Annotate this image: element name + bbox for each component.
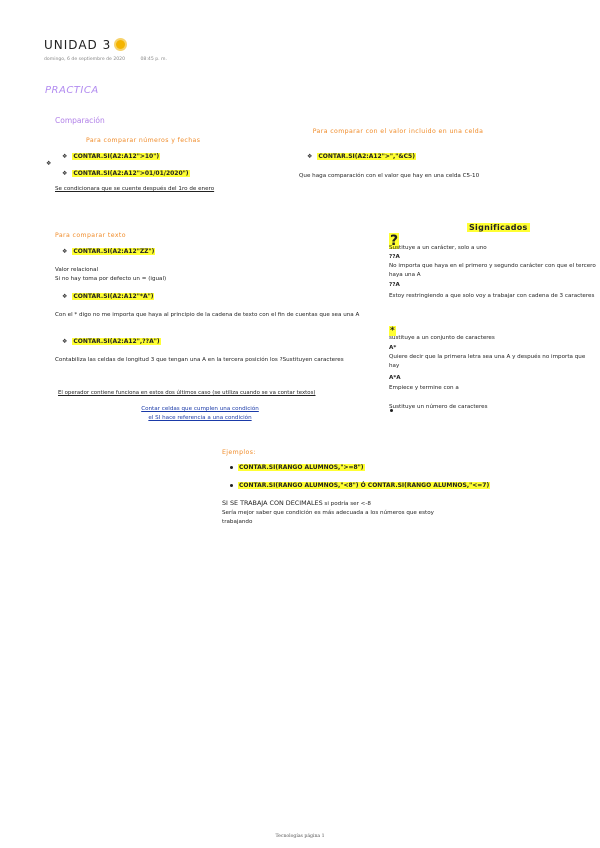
pa1-symbol: ??A (389, 254, 400, 260)
link-contar-celdas[interactable]: Contar celdas que cumplen una condición (141, 406, 259, 412)
page-title-text: UNIDAD 3 (44, 38, 112, 52)
significados-heading-text: Significados (469, 223, 528, 232)
asterisk: * (390, 326, 395, 336)
pa1-desc: No importa que haya en el primero y segundo carácter con que el tercero haya una A (389, 263, 596, 278)
a1-desc: Quiere decir que la primera letra sea una A y después no importa que hay (389, 354, 586, 369)
link-si-condicion[interactable]: el SI hace referencia a una condición (148, 415, 252, 421)
diamond-bullet-icon: ❖ (62, 293, 68, 300)
texto-item-3 (62, 338, 161, 345)
dot-bullet-icon (230, 466, 233, 469)
page-meta (44, 57, 181, 62)
diamond-bullet-icon: ❖ (62, 170, 68, 177)
texto-subheading: Para comparar texto (55, 232, 126, 239)
formula: CONTAR.SI(A2:A12",??A") (73, 338, 160, 345)
formula: CONTAR.SI(A2:A12">","&C5) (318, 153, 415, 160)
formula: CONTAR.SI(RANGO ALUMNOS,">=8") (239, 464, 364, 471)
texto-note-1a: Valor relacional (55, 267, 99, 273)
page-time: 08:45 p. m. (140, 57, 167, 62)
numeros-subheading: Para comparar números y fechas (86, 137, 201, 144)
formula: CONTAR.SI(A2:A12"*A") (73, 293, 154, 300)
texto-note-2: Con el * digo no me importa que haya al principio de la cadena de texto con el fin de cuentas que sea una A (55, 312, 360, 318)
ejemplo-item-2 (230, 482, 490, 489)
pa2-symbol: ??A (389, 282, 400, 288)
operador-note: El operador contiene funciona en estos dos últimos caso (se utiliza cuando se va contar textos) (58, 390, 316, 396)
numeros-note: Se condicionara que se cuente después del 1ro de enero (55, 186, 215, 192)
diamond-bullet-icon: ❖ (62, 153, 68, 160)
sun-icon (116, 40, 125, 49)
ejemplos-heading: Ejemplos: (222, 449, 256, 456)
a2-desc: Empiece y termine con a (389, 385, 459, 391)
star-desc: sustituye a un conjunto de caracteres (389, 335, 495, 341)
page-footer: Tecnologías página 1 (275, 834, 325, 839)
numeros-item-1 (62, 153, 160, 160)
numeros-item-2 (62, 170, 190, 177)
question-mark: ? (390, 233, 399, 249)
diamond-bullet-icon: ❖ (62, 248, 68, 255)
pa2-desc: Estoy restringiendo a que solo voy a trabajar con cadena de 3 caracteres (389, 293, 595, 299)
q-desc: Sustituye a un carácter, solo a uno (389, 245, 487, 251)
formula: CONTAR.SI(A2:A12">01/01/2020") (73, 170, 189, 177)
a2-symbol: A*A (389, 375, 401, 381)
a1-symbol: A* (389, 345, 397, 351)
texto-note-1b: Si no hay toma por defecto un = (igual) (55, 276, 167, 282)
formula: CONTAR.SI(A2:A12">10") (73, 153, 160, 160)
texto-item-2 (62, 293, 154, 300)
diamond-bullet-icon: ❖ (62, 338, 68, 345)
decimales-note: Sería mejor saber que condición es más adecuada a los números que estoy trabajando (222, 510, 434, 525)
texto-item-1 (62, 248, 155, 255)
decimales-rest: si podría ser <-8 (322, 501, 371, 507)
ejemplo-item-1 (230, 464, 365, 471)
decimales-line (222, 499, 482, 509)
diamond-bullet-icon: ❖ (307, 153, 313, 160)
page-title (44, 38, 125, 52)
formula: CONTAR.SI(A2:A12"ZZ") (73, 248, 155, 255)
significados-heading (467, 215, 530, 234)
diamond-bullet-icon: ❖ (46, 160, 52, 167)
formula: CONTAR.SI(RANGO ALUMNOS,"<8") Ó CONTAR.SI(RANGO ALUMNOS,"<=7) (239, 482, 490, 489)
decimales-bold: SI SE TRABAJA CON DECIMALES (222, 499, 323, 507)
valor-subheading: Para comparar con el valor incluido en una celda (312, 128, 484, 135)
comparacion-heading: Comparación (55, 116, 105, 125)
dot-desc: Sustituye un número de caracteres (389, 404, 488, 410)
page-date: domingo, 6 de septiembre de 2020 (44, 57, 126, 62)
valor-note: Que haga comparación con el valor que hay en una celda C5-10 (299, 173, 480, 179)
texto-note-3: Contabiliza las celdas de longitud 3 que tengan una A en la tercera posición los ?Sustituyen caracteres (55, 357, 344, 363)
section-title: PRACTICA (45, 85, 99, 96)
valor-item (307, 153, 416, 160)
dot-bullet-icon (230, 484, 233, 487)
